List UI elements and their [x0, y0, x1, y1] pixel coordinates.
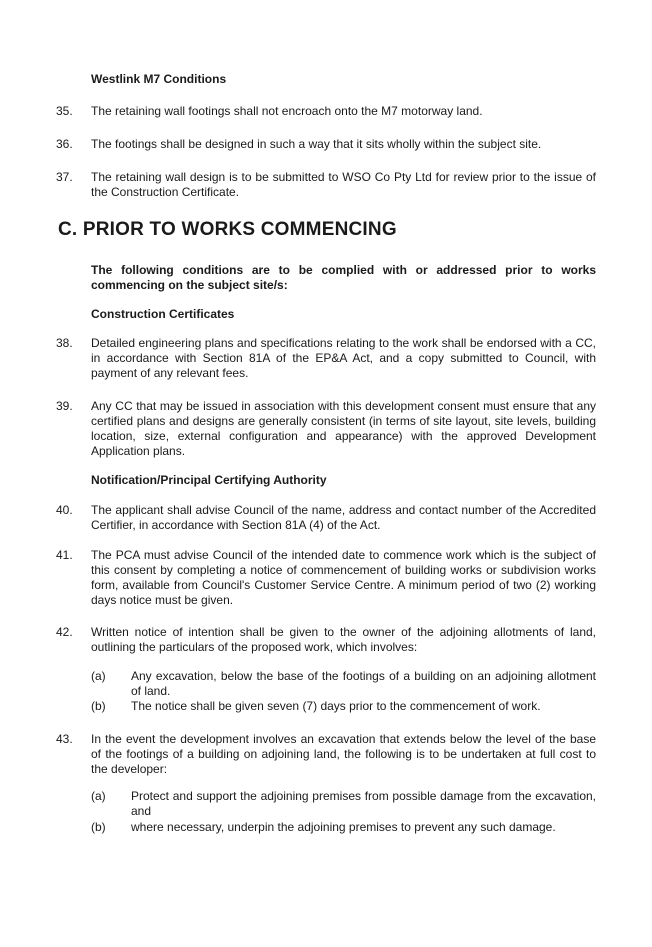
condition-text: The footings shall be designed in such a way that it sits wholly within the subject site. — [91, 137, 542, 151]
condition-number: 35. — [56, 104, 73, 118]
condition-text: The applicant shall advise Council of the name, address and contact number of the Accredited Certifier, in accordance with Section 81A (4) of the Act. — [91, 503, 596, 532]
sub-text: Any excavation, below the base of the footings of a building on an adjoining allotment of land. — [131, 669, 596, 698]
condition-36 — [56, 137, 596, 152]
condition-43-sub-b — [91, 820, 596, 835]
notification-heading: Notification/Principal Certifying Authority — [91, 473, 327, 487]
condition-text: The PCA must advise Council of the intended date to commence work which is the subject of this consent by completing a notice of commencement of building works or subdivision works form, available from Council's Customer Service Centre. A minimum period of two (2) working days notice must be given. — [91, 548, 596, 607]
condition-38 — [56, 336, 596, 381]
condition-40 — [56, 503, 596, 533]
condition-number: 39. — [56, 399, 73, 413]
section-intro: The following conditions are to be complied with or addressed prior to works commencing on the subject site/s: — [91, 263, 596, 292]
sub-text: Protect and support the adjoining premises from possible damage from the excavation, and — [131, 789, 596, 818]
condition-text: Written notice of intention shall be given to the owner of the adjoining allotments of land, outlining the particulars of the proposed work, which involves: — [91, 625, 596, 654]
condition-number: 38. — [56, 336, 73, 350]
condition-text: Any CC that may be issued in association with this development consent must ensure that any certified plans and designs are generally consistent (in terms of site layout, site levels, building location, size, external configuration and appearance) with the approved Development Application plans. — [91, 399, 596, 458]
condition-number: 37. — [56, 170, 73, 184]
condition-39 — [56, 399, 596, 459]
condition-37 — [56, 170, 596, 200]
condition-text: The retaining wall design is to be submitted to WSO Co Pty Ltd for review prior to the issue of the Construction Certificate. — [91, 170, 596, 199]
condition-text: In the event the development involves an excavation that extends below the level of the base of the footings of a building on adjoining land, the following is to be undertaken at full cost to the developer: — [91, 732, 596, 776]
condition-42 — [56, 625, 596, 655]
sub-text: The notice shall be given seven (7) days prior to the commencement of work. — [131, 699, 541, 713]
condition-text: Detailed engineering plans and specifications relating to the work shall be endorsed with a CC, in accordance with Section 81A of the EP&A Act, and a copy submitted to Council, with payment of any relevant fees. — [91, 336, 596, 380]
condition-text: The retaining wall footings shall not encroach onto the M7 motorway land. — [91, 104, 483, 118]
condition-41 — [56, 548, 596, 608]
condition-43 — [56, 732, 596, 777]
section-title: C. PRIOR TO WORKS COMMENCING — [58, 219, 397, 240]
westlink-heading: Westlink M7 Conditions — [91, 72, 227, 86]
sub-label: (b) — [91, 820, 106, 834]
sub-label: (a) — [91, 789, 106, 803]
condition-number: 36. — [56, 137, 73, 151]
construction-heading: Construction Certificates — [91, 307, 235, 321]
condition-number: 43. — [56, 732, 73, 746]
condition-number: 40. — [56, 503, 73, 517]
sub-text: where necessary, underpin the adjoining premises to prevent any such damage. — [131, 820, 556, 834]
condition-42-sub-a — [91, 669, 596, 699]
sub-label: (b) — [91, 699, 106, 713]
condition-43-sub-a — [91, 789, 596, 819]
condition-number: 42. — [56, 625, 73, 639]
sub-label: (a) — [91, 669, 106, 683]
condition-number: 41. — [56, 548, 73, 562]
condition-42-sub-b — [91, 699, 596, 714]
condition-35 — [56, 104, 596, 119]
